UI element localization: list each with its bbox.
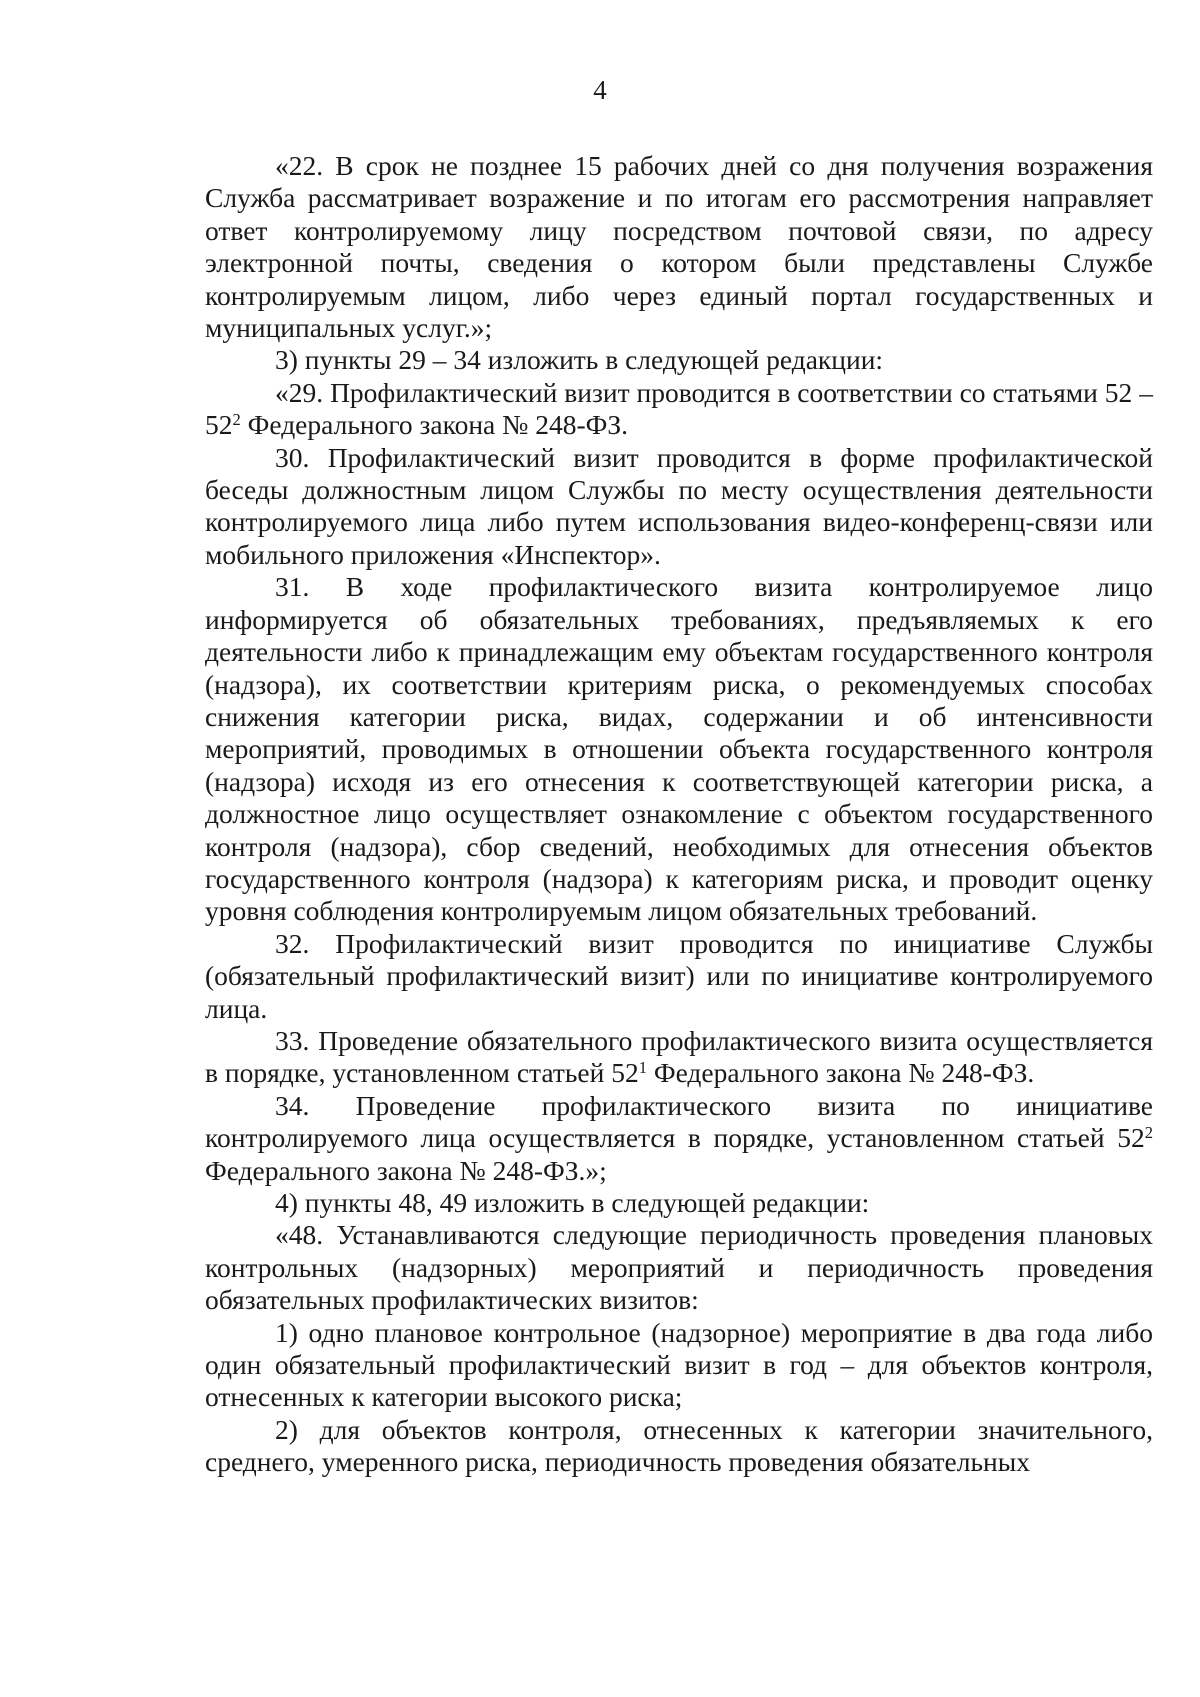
superscript: 1 bbox=[638, 1058, 647, 1078]
paragraph-31: 31. В ходе профилактического визита контролируемое лицо информируется об обязательных требованиях, предъявляемых к его деятельности либо к принадлежащим ему объектам государственного контроля (надзора), их соответствии критериям риска, о рекомендуемых способах снижения категории риска, видах, содержании и об интенсивности мероприятий, проводимых в отношении объекта государственного контроля (надзора) исходя из его отнесения к соответствующей категории риска, а должностное лицо осуществляет ознакомление с объектом государственного контроля (надзора), сбор сведений, необходимых для отнесения объектов государственного контроля (надзора) к категориям риска, и проводит оценку уровня соблюдения контролируемым лицом обязательных требований. bbox=[205, 571, 1153, 927]
superscript: 2 bbox=[232, 410, 241, 430]
paragraph-amend-3: 3) пункты 29 – 34 изложить в следующей редакции: bbox=[275, 344, 884, 376]
document-body bbox=[205, 150, 1153, 1479]
paragraph-34: 34. Проведение профилактического визита по инициативе контролируемого лица осуществляется в порядке, установленном статьей $52^2$ Федерального закона № 248-ФЗ.»; bbox=[205, 1089, 1153, 1186]
paragraph-30: 30. Профилактический визит проводится в форме профилактической беседы должностным лицом Службы по месту осуществления деятельности контролируемого лица либо путем использования видео-конференц-связи или мобильного приложения «Инспектор». bbox=[205, 441, 1153, 570]
paragraph-32: 32. Профилактический визит проводится по инициативе Службы (обязательный профилактический визит) или по инициативе контролируемого лица. bbox=[205, 927, 1153, 1024]
superscript: 2 bbox=[1144, 1123, 1153, 1143]
page-number: 4 bbox=[593, 75, 607, 105]
paragraph-29: «29. Профилактический визит проводится в соответствии со статьями $52 - 52^2$ Федерального закона № 248-ФЗ. bbox=[205, 376, 1153, 441]
paragraph-48-item-1: 1) одно плановое контрольное (надзорное) мероприятие в два года либо один обязательный профилактический визит в год – для объектов контроля, отнесенных к категории высокого риска; bbox=[205, 1316, 1153, 1413]
paragraph-amend-4: 4) пункты 48, 49 изложить в следующей редакции: bbox=[275, 1187, 870, 1218]
paragraph-48: «48. Устанавливаются следующие периодичность проведения плановых контрольных (надзорных) мероприятий и периодичность проведения обязательных профилактических визитов: bbox=[205, 1219, 1153, 1316]
paragraph-48-item-2: 2) для объектов контроля, отнесенных к категории значительного, среднего, умеренного риска, периодичность проведения обязательных bbox=[205, 1413, 1153, 1478]
paragraph-33: 33. Проведение обязательного профилактического визита осуществляется в порядке, установленном статьей $52^1$ Федерального закона № 248-ФЗ. bbox=[205, 1024, 1153, 1089]
paragraph-22: «22. В срок не позднее 15 рабочих дней со дня получения возражения Служба рассматривает возражение и по итогам его рассмотрения направляет ответ контролируемому лицу посредством почтовой связи, по адресу электронной почты, сведения о котором были представлены Службе контролируемым лицом, либо через единый портал государственных и муниципальных услуг.»; bbox=[205, 150, 1153, 344]
